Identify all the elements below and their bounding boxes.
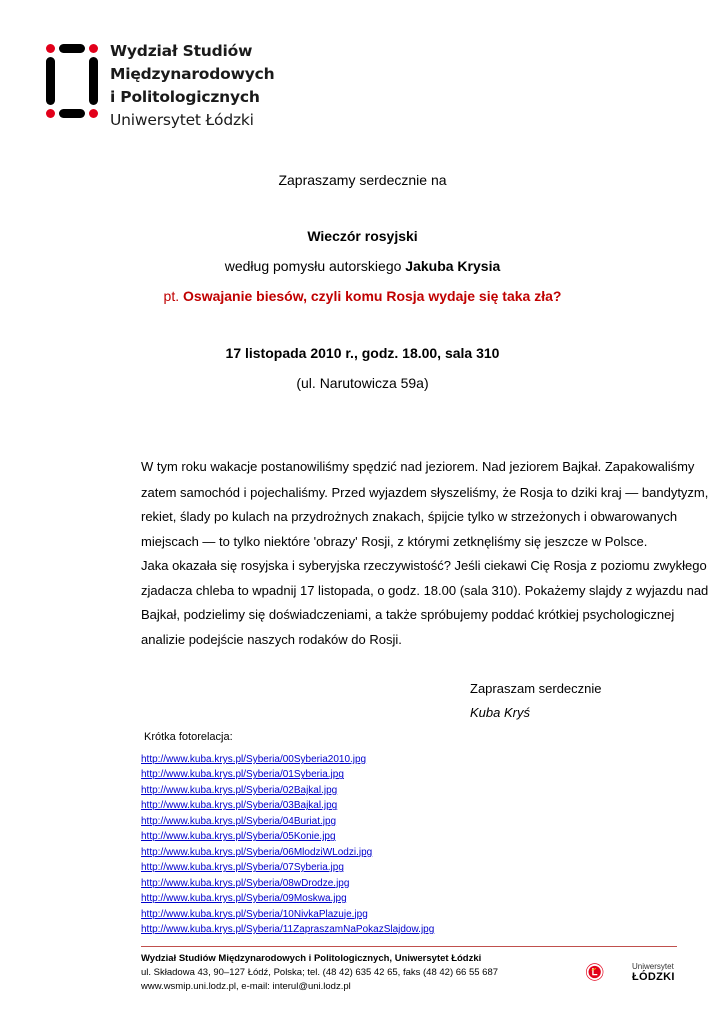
body-line: analizie podejście naszych rodaków do Rosji. bbox=[141, 632, 402, 647]
subtitle-text: Oswajanie biesów, czyli komu Rosja wydaje się taka zła? bbox=[183, 288, 562, 304]
body-line: miejscach — to tylko niektóre 'obrazy' Rosji, z którymi zetknęliśmy się jeszcze w Polsce. bbox=[141, 534, 648, 549]
university-logo-bottom: ŁÓDZKI bbox=[632, 971, 675, 983]
signature-name: Kuba Kryś bbox=[470, 705, 530, 720]
photo-link[interactable]: http://www.kuba.krys.pl/Syberia/10NivkaPlazuje.jpg bbox=[141, 908, 368, 920]
university-name: Uniwersytet Łódzki bbox=[110, 111, 254, 129]
photo-link[interactable]: http://www.kuba.krys.pl/Syberia/00Syberia2010.jpg bbox=[141, 754, 367, 765]
photo-label: Krótka fotorelacja: bbox=[144, 731, 233, 743]
body-line: zjadacza chleba to wpadnij 17 listopada, o godz. 18.00 (sala 310). Pokażemy slajdy z wyjazdu nad bbox=[141, 583, 709, 598]
footer-address: ul. Składowa 43, 90–127 Łódź, Polska; tel. (48 42) 635 42 65, faks (48 42) 66 55 687 bbox=[141, 967, 499, 978]
photo-link[interactable]: http://www.kuba.krys.pl/Syberia/04Buriat.jpg bbox=[141, 815, 337, 827]
faculty-name-block bbox=[110, 40, 274, 132]
body-line: rekiet, ślady po kulach na przydrożnych znakach, śpijcie tylko w strzeżonych i obwarowanych bbox=[141, 509, 678, 524]
photo-link[interactable]: http://www.kuba.krys.pl/Syberia/05Konie.jpg bbox=[141, 831, 336, 843]
event-address: (ul. Narutowicza 59a) bbox=[296, 375, 429, 391]
author-prefix: według pomysłu autorskiego bbox=[224, 258, 406, 274]
body-line: Jaka okazała się rosyjska i syberyjska rzeczywistość? Jeśli ciekawi Cię Rosja z poziomu zwykłego bbox=[141, 558, 707, 573]
photo-link[interactable]: http://www.kuba.krys.pl/Syberia/02Bajkal.jpg bbox=[141, 784, 338, 796]
photo-link[interactable]: http://www.kuba.krys.pl/Syberia/08wDrodze.jpg bbox=[141, 877, 350, 889]
footer-institution: Wydział Studiów Międzynarodowych i Politologicznych, Uniwersytet Łódzki bbox=[141, 953, 482, 964]
subtitle-line bbox=[0, 288, 725, 304]
footer-contact: www.wsmip.uni.lodz.pl, e-mail: interul@uni.lodz.pl bbox=[141, 981, 351, 992]
photo-link[interactable]: http://www.kuba.krys.pl/Syberia/07Syberia.jpg bbox=[141, 862, 344, 874]
faculty-name-line3: i Politologicznych bbox=[110, 88, 260, 106]
photo-link[interactable]: http://www.kuba.krys.pl/Syberia/06MlodziWLodzi.jpg bbox=[141, 846, 373, 858]
body-line: zatem samochód i pojechaliśmy. Przed wyjazdem słyszeliśmy, że Rosja to dziki kraj — bandytyzm, bbox=[141, 485, 709, 500]
university-logo-text bbox=[632, 962, 675, 982]
faculty-name-line1: Wydział Studiów bbox=[110, 42, 253, 60]
faculty-name-line2: Międzynarodowych bbox=[110, 65, 275, 83]
photo-link[interactable]: http://www.kuba.krys.pl/Syberia/03Bajkal.jpg bbox=[141, 800, 338, 812]
body-line: Bajkał, podzielimy się doświadczeniami, a także spróbujemy poddać krótkiej psychologicznej bbox=[141, 607, 675, 622]
university-logo-top: Uniwersytet bbox=[632, 962, 674, 971]
photo-link[interactable]: http://www.kuba.krys.pl/Syberia/09Moskwa.jpg bbox=[141, 893, 347, 905]
photo-link[interactable]: http://www.kuba.krys.pl/Syberia/01Syberia.jpg bbox=[141, 769, 344, 781]
footer-block bbox=[141, 952, 498, 994]
author-line bbox=[0, 258, 725, 274]
invite-intro: Zapraszamy serdecznie na bbox=[278, 172, 447, 188]
signature-closing: Zapraszam serdecznie bbox=[470, 681, 602, 696]
author-name: Jakuba Krysia bbox=[405, 258, 501, 274]
event-datetime: 17 listopada 2010 r., godz. 18.00, sala 310 bbox=[225, 345, 500, 361]
photo-link-list bbox=[141, 752, 434, 937]
subtitle-prefix: pt. bbox=[163, 288, 184, 304]
university-seal-icon bbox=[585, 950, 629, 994]
event-title: Wieczór rosyjski bbox=[307, 228, 418, 244]
photo-link[interactable]: http://www.kuba.krys.pl/Syberia/11ZapraszamNaPokazSlajdow.jpg bbox=[141, 923, 435, 935]
footer-divider bbox=[141, 946, 677, 947]
faculty-logo-icon bbox=[46, 44, 98, 118]
body-line: W tym roku wakacje postanowiliśmy spędzić nad jeziorem. Nad jeziorem Bajkał. Zapakowaliśmy bbox=[141, 459, 695, 474]
